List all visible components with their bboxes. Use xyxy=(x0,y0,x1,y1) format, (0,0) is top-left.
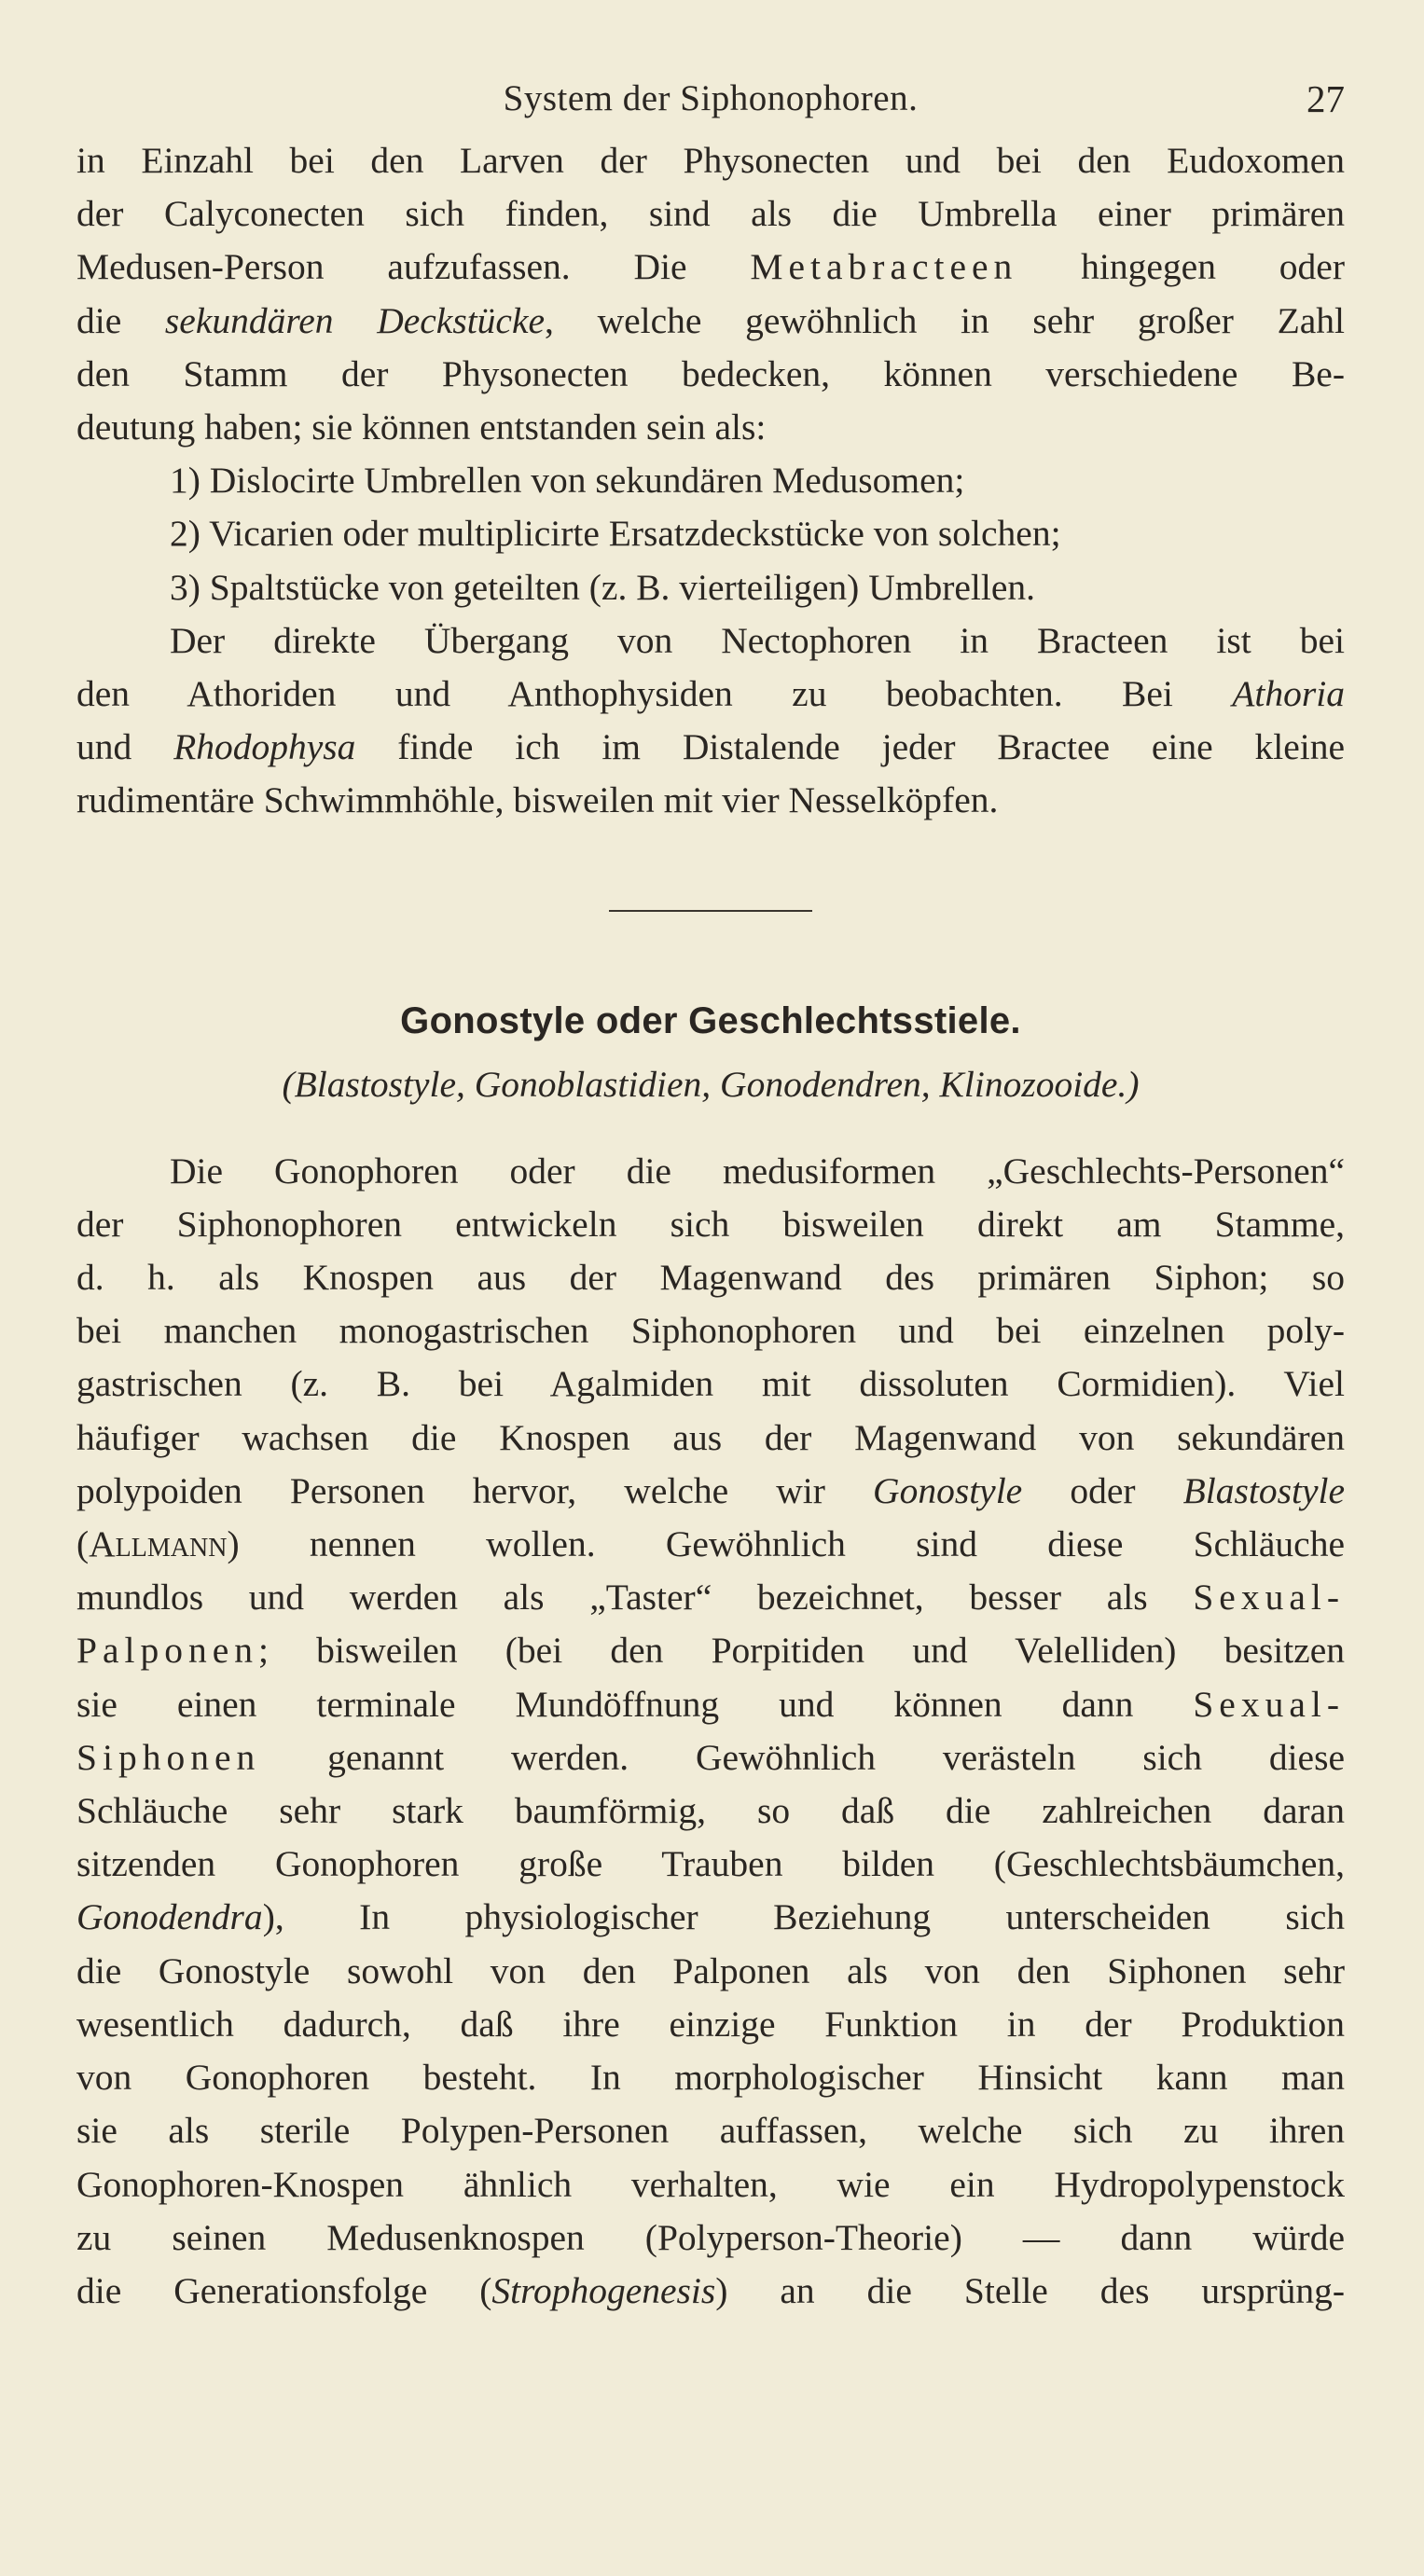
text-line: die Generationsfolge (Strophogenesis) an die Stelle des ursprüng- xyxy=(76,2269,1345,2311)
text-line: d. h. als Knospen aus der Magenwand des primären Siphon; so xyxy=(76,1257,1345,1299)
text-line: rudimentäre Schwimmhöhle, bisweilen mit vier Nesselköpfen. xyxy=(76,779,999,821)
text-line: deutung haben; sie können entstanden sein als: xyxy=(76,406,767,448)
paragraph-metabracteen xyxy=(76,134,1345,828)
text-line: (Allmann) nennen wollen. Gewöhnlich sind diese Schläuche xyxy=(76,1523,1345,1565)
text-line: Medusen-Person aufzufassen. Die Metabracteen hingegen oder xyxy=(76,246,1345,288)
text-line: und Rhodophysa finde ich im Distalende jeder Bractee eine kleine xyxy=(76,726,1345,768)
running-head xyxy=(76,71,1345,127)
text-line: zu seinen Medusenknospen (Polyperson-Theorie) — dann würde xyxy=(76,2216,1345,2258)
text-line: Gonophoren-Knospen ähnlich verhalten, wie ein Hydropolypenstock xyxy=(76,2163,1345,2205)
spaced-term: Sexual- xyxy=(1193,1577,1345,1619)
italic-term: Athoria xyxy=(1232,673,1345,715)
spaced-term: Metabracteen xyxy=(750,246,1018,288)
italic-term: Strophogenesis xyxy=(491,2269,716,2311)
text-line: gastrischen (z. B. bei Agalmiden mit dissoluten Cormidien). Viel xyxy=(76,1363,1345,1405)
text-line: Siphonen genannt werden. Gewöhnlich verästeln sich diese xyxy=(76,1736,1345,1778)
italic-term: Blastostyle xyxy=(1182,1469,1345,1511)
book-page xyxy=(76,71,1345,2514)
italic-term: sekundären Deckstücke xyxy=(164,299,546,341)
text-line: Der direkte Übergang von Nectophoren in Bracteen ist bei xyxy=(170,619,1345,661)
italic-term: Rhodophysa xyxy=(173,726,356,768)
text-line: polypoiden Personen hervor, welche wir Gonostyle oder Blastostyle xyxy=(76,1469,1345,1511)
italic-term: Gonostyle xyxy=(873,1469,1023,1511)
text-line: Palponen; bisweilen (bei den Porpitiden und Velelliden) besitzen xyxy=(76,1630,1345,1672)
text-line: sie als sterile Polypen-Personen auffassen, welche sich zu ihren xyxy=(76,2110,1345,2152)
text-line: Schläuche sehr stark baumförmig, so daß die zahlreichen daran xyxy=(76,1790,1345,1832)
spaced-term: Siphonen xyxy=(76,1736,261,1778)
text-line: von Gonophoren besteht. In morphologischer Hinsicht kann man xyxy=(76,2057,1345,2099)
text-line: der Calyconecten sich finden, sind als die Umbrella einer primären xyxy=(76,193,1345,235)
text-line: 3) Spaltstücke von geteilten (z. B. vierteiligen) Umbrellen. xyxy=(170,566,1035,608)
author-name: Allmann xyxy=(89,1523,228,1565)
spaced-term: Sexual- xyxy=(1193,1683,1345,1725)
text-line: die sekundären Deckstücke, welche gewöhnlich in sehr großer Zahl xyxy=(76,299,1346,341)
text-line: der Siphonophoren entwickeln sich bisweilen direkt am Stamme, xyxy=(76,1203,1345,1245)
text-line: 2) Vicarien oder multiplicirte Ersatzdeckstücke von solchen; xyxy=(170,513,1061,555)
text-line: Die Gonophoren oder die medusiformen „Geschlechts-Personen“ xyxy=(170,1150,1345,1192)
text-line: den Stamm der Physonecten bedecken, können verschiedene Be- xyxy=(76,352,1345,394)
text-line: die Gonostyle sowohl von den Palponen als von den Siphonen sehr xyxy=(76,1949,1345,1991)
text-line: in Einzahl bei den Larven der Physonecten und bei den Eudoxomen xyxy=(76,140,1345,181)
text-line: den Athoriden und Anthophysiden zu beobachten. Bei Athoria xyxy=(76,673,1345,715)
text-line: bei manchen monogastrischen Siphonophoren und bei einzelnen poly- xyxy=(76,1310,1345,1352)
text-line: Gonodendra), In physiologischer Beziehung unterscheiden sich xyxy=(76,1896,1345,1938)
text-line: sie einen terminale Mundöffnung und können dann Sexual- xyxy=(76,1683,1345,1725)
section-heading: Gonostyle oder Geschlechtsstiele. xyxy=(400,999,1021,1041)
spaced-term: Palponen xyxy=(76,1630,259,1672)
text-line: wesentlich dadurch, daß ihre einzige Funktion in der Produktion xyxy=(76,2003,1345,2045)
text-line: häufiger wachsen die Knospen aus der Magenwand von sekundären xyxy=(76,1416,1345,1458)
text-line: sitzenden Gonophoren große Trauben bilden (Geschlechtsbäumchen, xyxy=(76,1843,1345,1885)
paragraph-gonophoren xyxy=(76,1145,1345,2318)
section-divider xyxy=(609,910,812,912)
running-head-title: System der Siphonophoren. xyxy=(503,78,919,118)
text-line: 1) Dislocirte Umbrellen von sekundären Medusomen; xyxy=(170,460,965,502)
section-subheading: (Blastostyle, Gonoblastidien, Gonodendren, Klinozooide.) xyxy=(282,1063,1140,1105)
page-number: 27 xyxy=(1306,77,1345,120)
text-line: mundlos und werden als „Taster“ bezeichnet, besser als Sexual- xyxy=(76,1577,1345,1619)
italic-term: Gonodendra xyxy=(76,1896,263,1938)
